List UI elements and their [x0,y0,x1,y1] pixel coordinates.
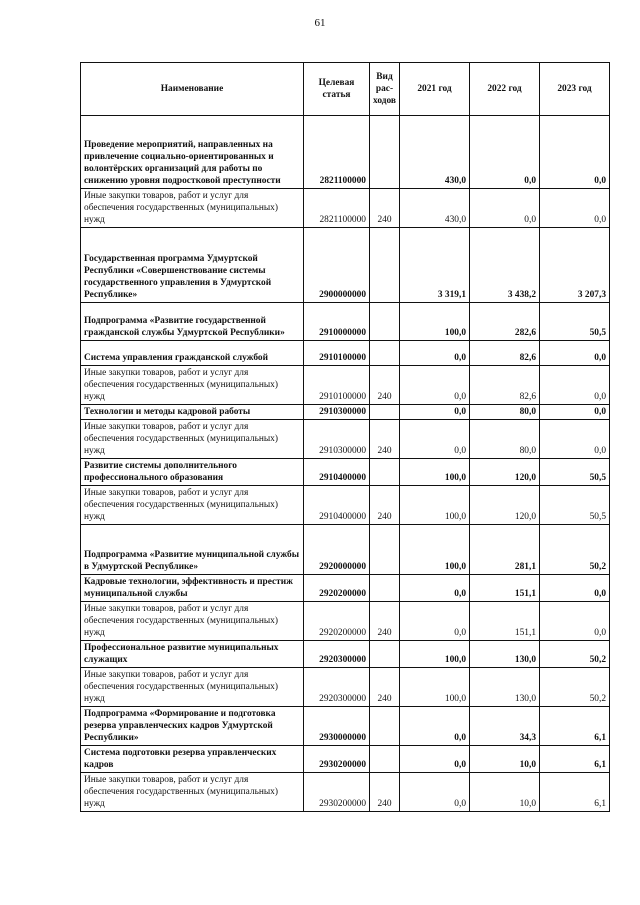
cell-2021: 430,0 [400,189,470,228]
cell-name: Проведение мероприятий, направленных на привлечение социально-ориентированных и волонтёрских организаций для работы по снижению уровня подростковой преступности [81,116,304,189]
cell-name: Развитие системы дополнительного профессионального образования [81,459,304,486]
cell-2022: 80,0 [470,420,540,459]
header-code: Целевая статья [304,63,370,116]
cell-2021: 100,0 [400,303,470,341]
cell-2022: 282,6 [470,303,540,341]
table-row [81,486,610,525]
table-header-row [81,63,610,116]
cell-2021: 0,0 [400,707,470,746]
cell-code: 2821100000 [304,189,370,228]
table-row [81,641,610,668]
cell-vid: 240 [370,420,400,459]
cell-vid [370,116,400,189]
cell-name: Иные закупки товаров, работ и услуг для обеспечения государственных (муниципальных) нужд [81,773,304,812]
cell-name: Иные закупки товаров, работ и услуг для обеспечения государственных (муниципальных) нужд [81,668,304,707]
cell-2023: 0,0 [540,116,610,189]
budget-table [80,62,610,812]
page-number: 61 [314,17,326,29]
cell-code: 2910000000 [304,303,370,341]
table-row [81,602,610,641]
cell-2022: 80,0 [470,405,540,420]
cell-name: Профессиональное развитие муниципальных служащих [81,641,304,668]
cell-2023: 0,0 [540,405,610,420]
cell-2021: 0,0 [400,773,470,812]
cell-code: 2821100000 [304,116,370,189]
table-row [81,525,610,575]
cell-2022: 151,1 [470,575,540,602]
cell-2021: 0,0 [400,420,470,459]
cell-2022: 10,0 [470,773,540,812]
cell-vid [370,641,400,668]
cell-vid: 240 [370,366,400,405]
cell-name: Иные закупки товаров, работ и услуг для обеспечения государственных (муниципальных) нужд [81,189,304,228]
cell-2023: 50,5 [540,459,610,486]
cell-2021: 100,0 [400,641,470,668]
cell-2023: 50,5 [540,303,610,341]
table-row [81,459,610,486]
cell-vid [370,405,400,420]
cell-name: Система управления гражданской службой [81,341,304,366]
cell-name: Иные закупки товаров, работ и услуг для обеспечения государственных (муниципальных) нужд [81,366,304,405]
cell-2021: 0,0 [400,405,470,420]
table-row [81,341,610,366]
table-row [81,707,610,746]
table-row [81,116,610,189]
cell-2021: 0,0 [400,341,470,366]
cell-2021: 100,0 [400,486,470,525]
cell-2023: 3 207,3 [540,228,610,303]
cell-code: 2930000000 [304,707,370,746]
cell-vid [370,525,400,575]
cell-2023: 6,1 [540,746,610,773]
cell-2022: 34,3 [470,707,540,746]
cell-vid [370,341,400,366]
cell-code: 2920200000 [304,575,370,602]
cell-2023: 0,0 [540,189,610,228]
cell-2023: 50,2 [540,668,610,707]
cell-2022: 120,0 [470,486,540,525]
table-row [81,405,610,420]
cell-code: 2920300000 [304,668,370,707]
cell-2022: 0,0 [470,116,540,189]
table-row [81,773,610,812]
cell-2023: 0,0 [540,341,610,366]
cell-code: 2910400000 [304,459,370,486]
cell-2021: 3 319,1 [400,228,470,303]
cell-name: Иные закупки товаров, работ и услуг для обеспечения государственных (муниципальных) нужд [81,486,304,525]
cell-2021: 0,0 [400,746,470,773]
cell-2022: 0,0 [470,189,540,228]
cell-2022: 120,0 [470,459,540,486]
cell-name: Подпрограмма «Формирование и подготовка резерва управленческих кадров Удмуртской Республики» [81,707,304,746]
cell-2022: 151,1 [470,602,540,641]
cell-vid [370,459,400,486]
cell-code: 2910300000 [304,420,370,459]
cell-vid: 240 [370,773,400,812]
cell-2021: 100,0 [400,525,470,575]
cell-name: Государственная программа Удмуртской Республики «Совершенствование системы государственного управления в Удмуртской Республике» [81,228,304,303]
cell-2022: 10,0 [470,746,540,773]
header-name: Наименование [81,63,304,116]
cell-vid: 240 [370,602,400,641]
cell-code: 2920000000 [304,525,370,575]
cell-vid: 240 [370,486,400,525]
table-row [81,303,610,341]
cell-2021: 0,0 [400,602,470,641]
cell-code: 2930200000 [304,773,370,812]
cell-2023: 0,0 [540,575,610,602]
cell-code: 2930200000 [304,746,370,773]
cell-2022: 82,6 [470,341,540,366]
cell-name: Система подготовки резерва управленческих кадров [81,746,304,773]
table-row [81,746,610,773]
cell-2023: 6,1 [540,773,610,812]
cell-2021: 100,0 [400,668,470,707]
table-body [81,116,610,812]
cell-name: Подпрограмма «Развитие государственной гражданской службы Удмуртской Республики» [81,303,304,341]
cell-2023: 0,0 [540,366,610,405]
cell-2023: 0,0 [540,602,610,641]
cell-2023: 6,1 [540,707,610,746]
cell-code: 2920300000 [304,641,370,668]
cell-code: 2900000000 [304,228,370,303]
header-vid: Вид рас-ходов [370,63,400,116]
table-row [81,575,610,602]
cell-code: 2910100000 [304,366,370,405]
table-row [81,668,610,707]
cell-name: Кадровые технологии, эффективность и престиж муниципальной службы [81,575,304,602]
cell-vid [370,746,400,773]
cell-code: 2920200000 [304,602,370,641]
cell-vid [370,303,400,341]
cell-vid [370,228,400,303]
cell-name: Иные закупки товаров, работ и услуг для обеспечения государственных (муниципальных) нужд [81,602,304,641]
cell-name: Иные закупки товаров, работ и услуг для обеспечения государственных (муниципальных) нужд [81,420,304,459]
header-2022: 2022 год [470,63,540,116]
cell-2023: 50,2 [540,641,610,668]
table-row [81,366,610,405]
cell-2021: 0,0 [400,575,470,602]
table-row [81,420,610,459]
cell-name: Подпрограмма «Развитие муниципальной службы в Удмуртской Республике» [81,525,304,575]
cell-code: 2910400000 [304,486,370,525]
table-row [81,189,610,228]
cell-vid: 240 [370,189,400,228]
cell-name: Технологии и методы кадровой работы [81,405,304,420]
cell-2021: 100,0 [400,459,470,486]
cell-2022: 130,0 [470,668,540,707]
cell-2022: 130,0 [470,641,540,668]
cell-vid [370,707,400,746]
cell-code: 2910300000 [304,405,370,420]
cell-2023: 50,5 [540,486,610,525]
cell-2023: 0,0 [540,420,610,459]
cell-vid: 240 [370,668,400,707]
cell-2022: 281,1 [470,525,540,575]
cell-2022: 3 438,2 [470,228,540,303]
table-row [81,228,610,303]
cell-2022: 82,6 [470,366,540,405]
cell-vid [370,575,400,602]
cell-2021: 0,0 [400,366,470,405]
cell-code: 2910100000 [304,341,370,366]
cell-2023: 50,2 [540,525,610,575]
cell-2021: 430,0 [400,116,470,189]
header-2023: 2023 год [540,63,610,116]
header-2021: 2021 год [400,63,470,116]
